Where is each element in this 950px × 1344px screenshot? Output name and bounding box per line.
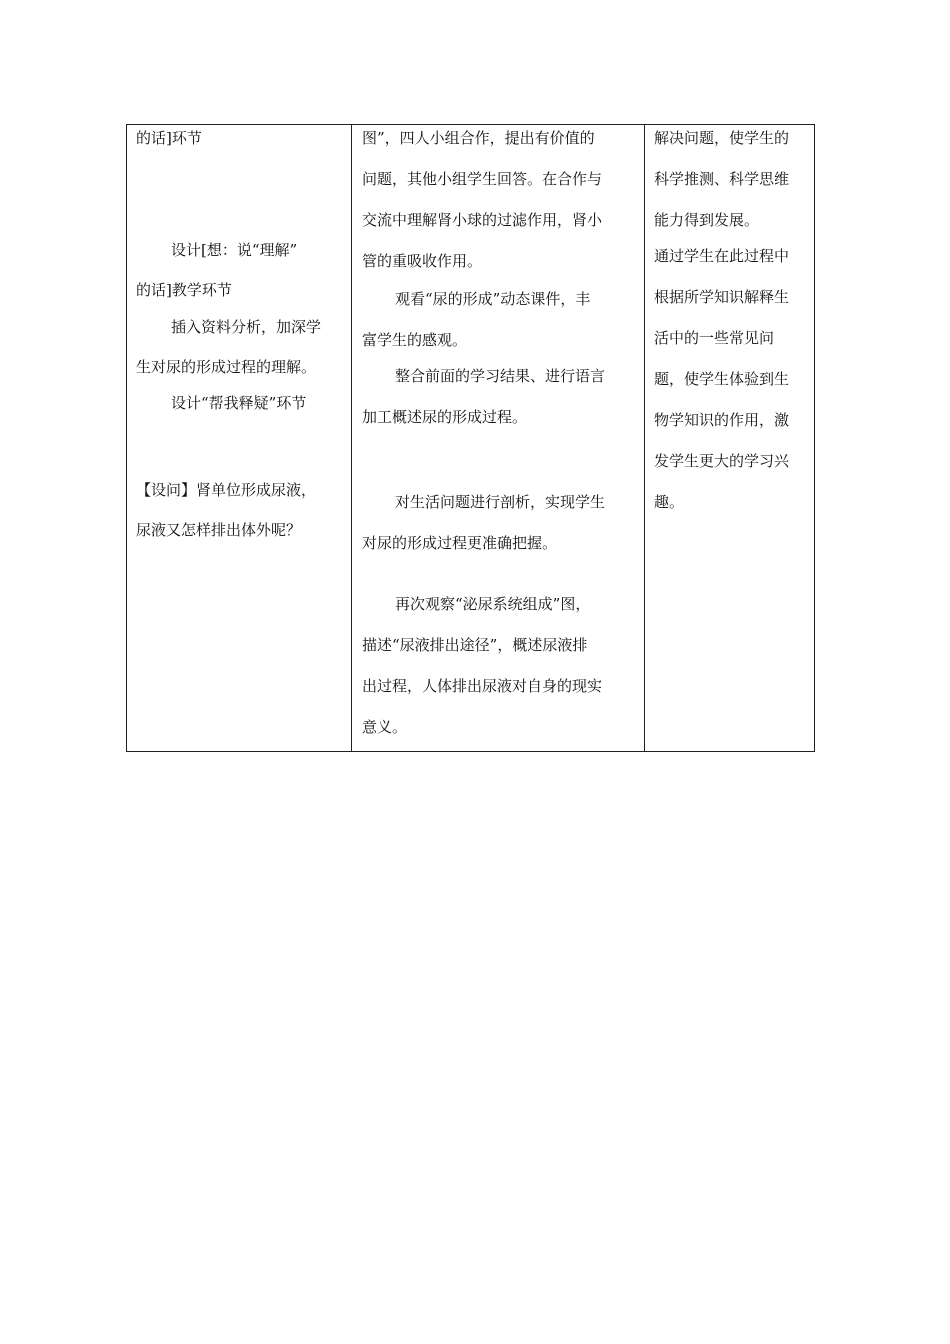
text-line: 能力得到发展。 <box>654 211 760 229</box>
text-line: 交流中理解肾小球的过滤作用，肾小 <box>362 211 603 229</box>
design-column <box>127 125 352 751</box>
text-line: 加工概述尿的形成过程。 <box>362 408 528 426</box>
text-line: 观看“尿的形成”动态课件，丰 <box>395 290 591 308</box>
text-line: 通过学生在此过程中 <box>654 247 790 265</box>
text-line: 管的重吸收作用。 <box>362 252 483 270</box>
text-line: 根据所学知识解释生 <box>654 288 790 306</box>
text-line: 尿液又怎样排出体外呢？ <box>136 521 302 539</box>
text-line: 再次观察“泌尿系统组成”图， <box>395 595 591 613</box>
text-line: 富学生的感观。 <box>362 331 468 349</box>
text-line: 整合前面的学习结果、进行语言 <box>395 367 606 385</box>
text-line: 图”，四人小组合作，提出有价值的 <box>362 129 595 147</box>
text-line: 问题，其他小组学生回答。在合作与 <box>362 170 603 188</box>
text-line: 设计“帮我释疑”环节 <box>171 394 307 412</box>
text-line: 生对尿的形成过程的理解。 <box>136 358 317 376</box>
text-line: 的话]教学环节 <box>136 281 232 299</box>
lesson-table <box>126 124 815 752</box>
text-line: 【设问】肾单位形成尿液， <box>136 481 317 499</box>
text-line: 活中的一些常见问 <box>654 329 775 347</box>
text-line: 发学生更大的学习兴 <box>654 452 790 470</box>
text-line: 的话]环节 <box>136 129 202 147</box>
text-line: 出过程，人体排出尿液对自身的现实 <box>362 677 603 695</box>
text-line: 描述“尿液排出途径”，概述尿液排 <box>362 636 588 654</box>
text-line: 科学推测、科学思维 <box>654 170 790 188</box>
text-line: 插入资料分析，加深学 <box>171 318 322 336</box>
text-line: 对生活问题进行剖析，实现学生 <box>395 493 606 511</box>
text-line: 趣。 <box>654 493 685 511</box>
text-line: 设计[想：说“理解” <box>171 241 298 259</box>
text-line: 对尿的形成过程更准确把握。 <box>362 534 558 552</box>
student-activity-column <box>352 125 645 751</box>
text-line: 题，使学生体验到生 <box>654 370 790 388</box>
text-line: 物学知识的作用，激 <box>654 411 790 429</box>
text-line: 解决问题，使学生的 <box>654 129 790 147</box>
text-line: 意义。 <box>362 718 408 736</box>
intent-column <box>645 125 814 751</box>
